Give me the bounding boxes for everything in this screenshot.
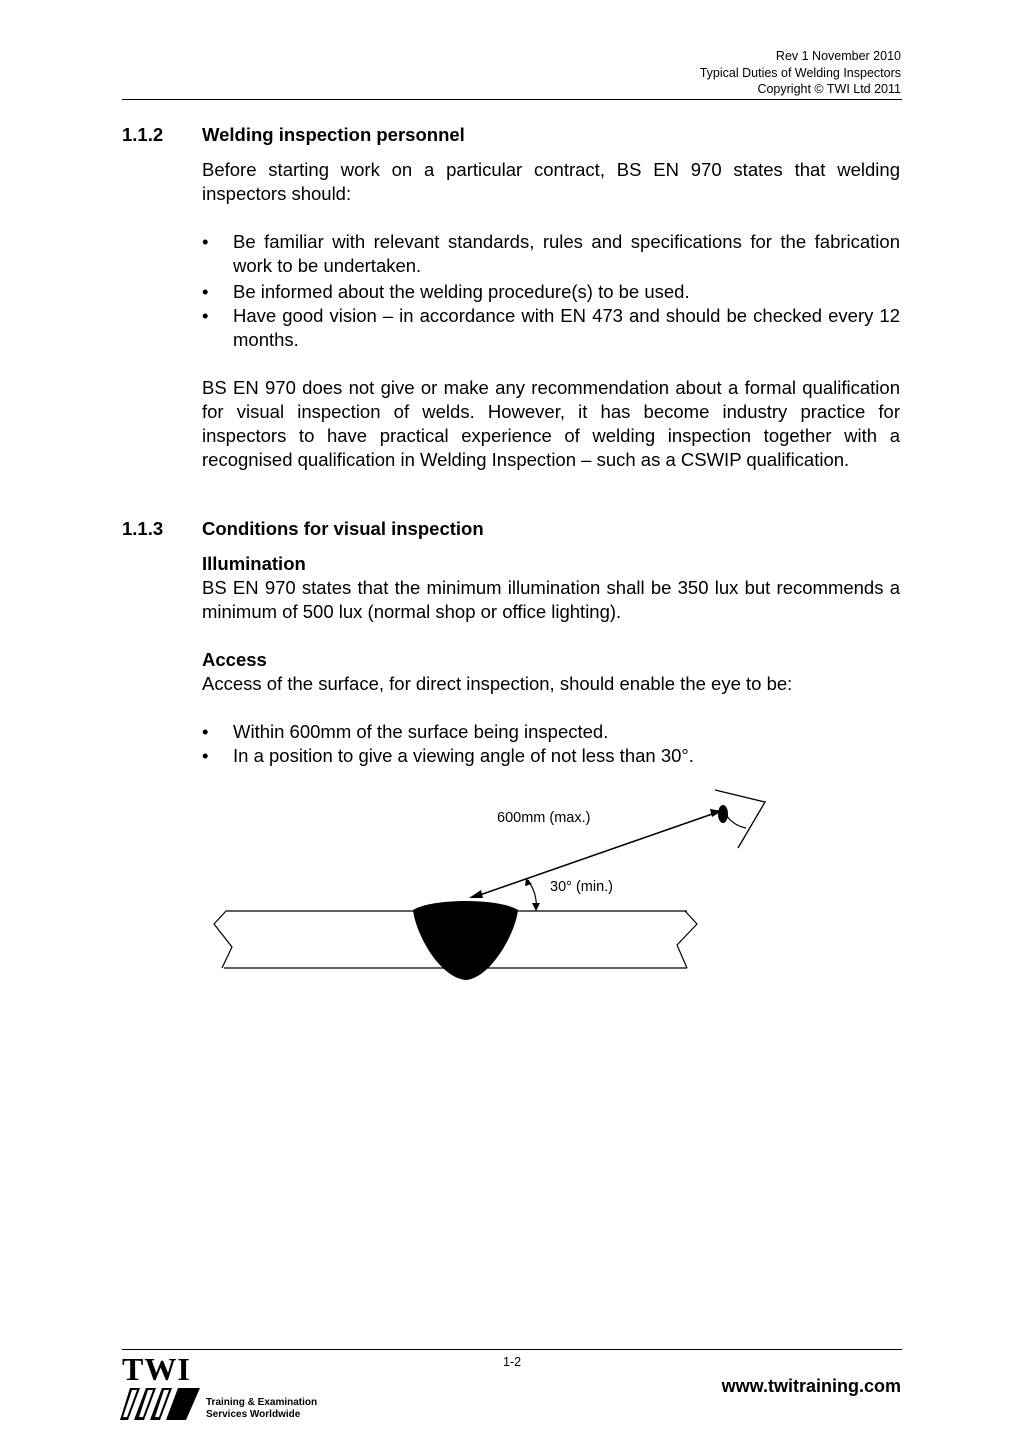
twi-logo (120, 1352, 206, 1427)
plate-break-left (214, 911, 232, 968)
plate-break-right (677, 911, 697, 968)
revision-date: Rev 1 November 2010 (775, 49, 901, 63)
list-item: • In a position to give a viewing angle of not less than 30°. (202, 745, 694, 766)
access-heading: Access (202, 649, 267, 670)
angle-arc-arrowhead-bottom (532, 903, 540, 911)
access-bullet-list (202, 720, 900, 768)
illumination-heading: Illumination (202, 553, 306, 574)
bullet-icon: • (202, 231, 209, 252)
section-112-paragraph: BS EN 970 does not give or make any recommendation about a formal qualification for visual inspection of welds. However, it has become industry practice for inspectors to have practical experience of welding inspection together with a recognised qualification in Welding Inspection – such as a CSWIP qualification. (202, 377, 900, 470)
viewing-angle-diagram (200, 780, 780, 985)
list-item: • Within 600mm of the surface being inspected. (202, 721, 609, 742)
section-number-113: 1.1.3 (122, 518, 164, 539)
bullet-icon: • (202, 745, 209, 766)
running-header (700, 48, 901, 98)
illumination-text: BS EN 970 states that the minimum illumination shall be 350 lux but recommends a minimum of 500 lux (normal shop or office lighting). (202, 577, 900, 622)
access-text: Access of the surface, for direct inspection, should enable the eye to be: (202, 673, 793, 694)
section-112-intro: Before starting work on a particular contract, BS EN 970 states that welding inspectors should: (202, 159, 900, 204)
section-112-bullet-list (202, 230, 900, 352)
section-112-body (202, 158, 900, 472)
line-of-sight-arrowhead-start (469, 890, 483, 898)
logo-text: TWI (122, 1352, 191, 1387)
bullet-icon: • (202, 281, 209, 302)
logo-tagline: Training & Examination Services Worldwide (206, 1397, 318, 1420)
eye-icon (715, 790, 765, 848)
copyright-notice: Copyright © TWI Ltd 2011 (757, 82, 901, 96)
section-113-body (202, 552, 900, 768)
list-item: • Have good vision – in accordance with EN 473 and should be checked every 12 months. (202, 305, 900, 350)
header-rule (122, 99, 902, 100)
list-item: • Be informed about the welding procedure(s) to be used. (202, 281, 690, 302)
page-number: 1-2 (502, 1355, 522, 1369)
list-item: • Be familiar with relevant standards, rules and specifications for the fabrication work to be undertaken. (202, 231, 900, 276)
bullet-icon: • (202, 721, 209, 742)
bullet-icon: • (202, 305, 209, 326)
website-link[interactable]: www.twitraining.com (721, 1376, 901, 1396)
section-number-112: 1.1.2 (122, 124, 164, 145)
section-title-112: Welding inspection personnel (202, 124, 465, 145)
angle-label: 30° (min.) (550, 879, 614, 895)
document-title: Typical Duties of Welding Inspectors (699, 65, 901, 80)
section-title-113: Conditions for visual inspection (202, 518, 484, 539)
distance-label: 600mm (max.) (497, 810, 591, 826)
footer-rule (122, 1349, 902, 1350)
